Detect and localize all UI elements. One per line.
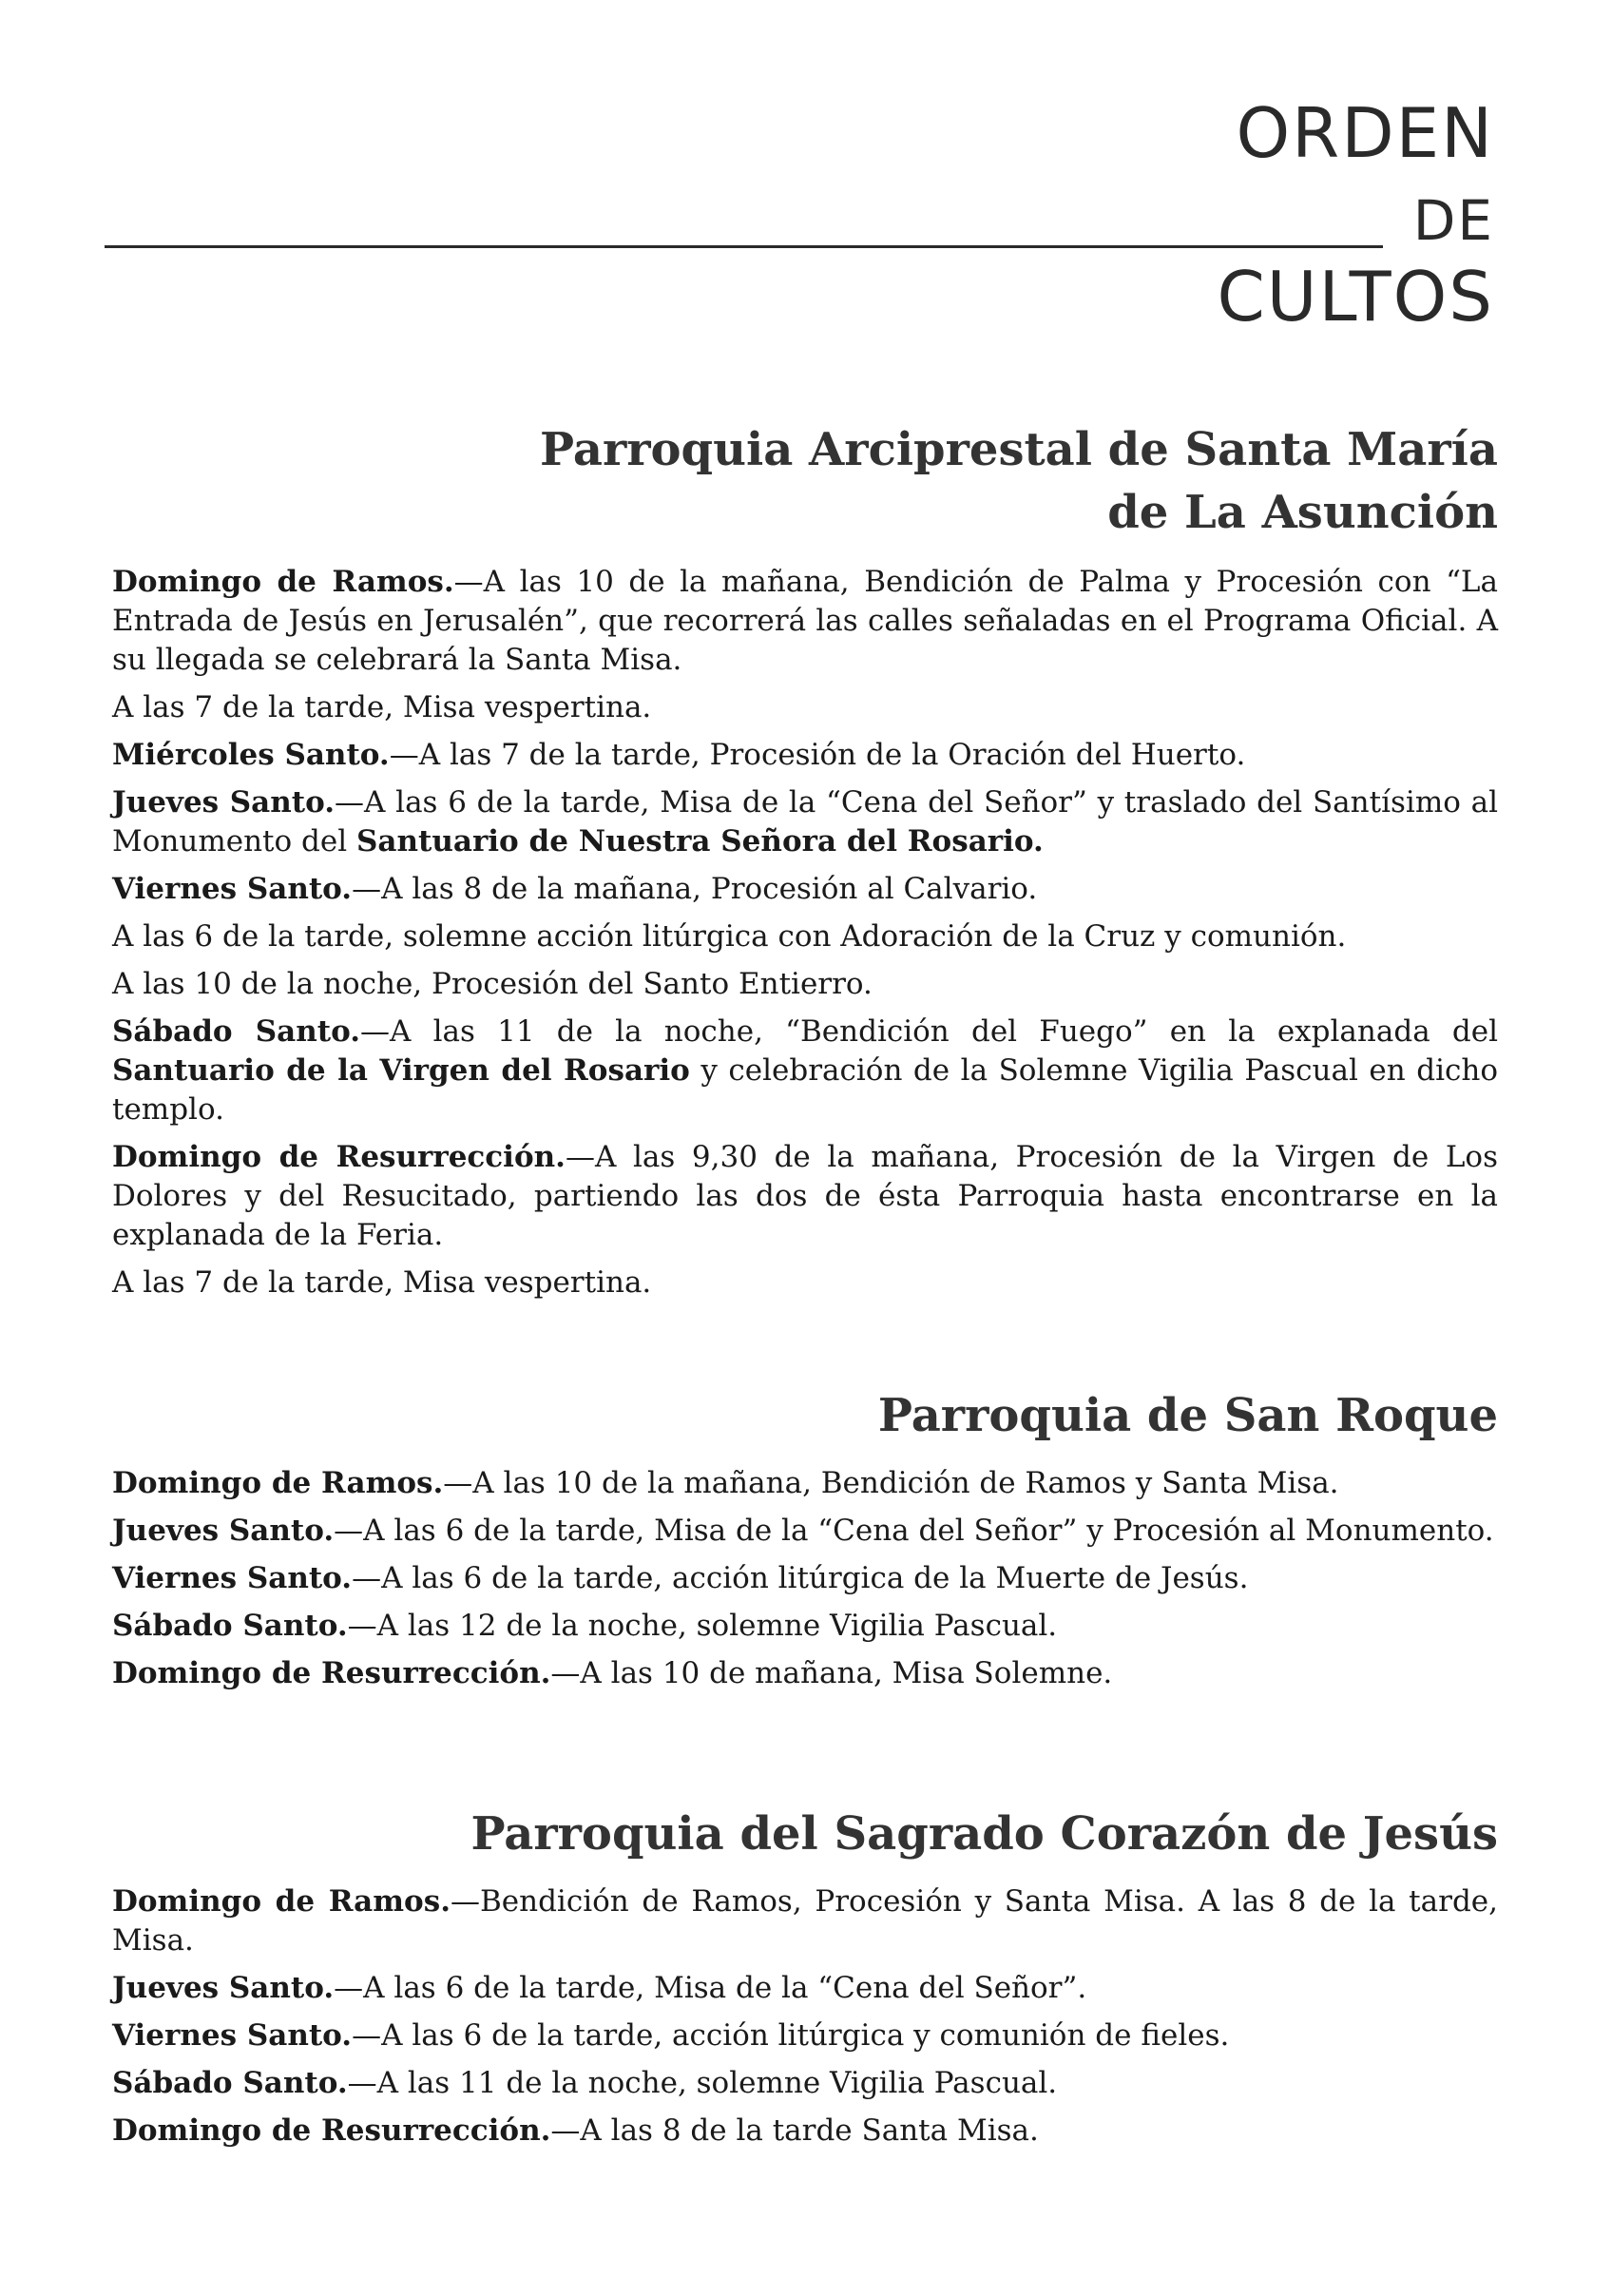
section-title bbox=[112, 418, 1498, 544]
section-title bbox=[112, 1803, 1498, 1865]
section-santa-maria bbox=[112, 418, 1498, 1311]
entry-text: A las 7 de la tarde, Misa vespertina. bbox=[112, 690, 652, 724]
schedule-entry bbox=[112, 2112, 1498, 2151]
entry-text: —A las 11 de la noche, “Bendición del Fuego” en la explanada del bbox=[360, 1014, 1498, 1049]
section-san-roque bbox=[112, 1384, 1498, 1702]
entry-day: Domingo de Ramos. bbox=[112, 1884, 451, 1919]
schedule-entry bbox=[112, 2016, 1498, 2055]
schedule-entry bbox=[112, 2064, 1498, 2103]
entry-text: —A las 10 de la mañana, Bendición de Palma y Procesión con “La Entrada de Jesús en Jerusalén”, que recorrerá las calles señaladas en el Programa Oficial. A su llegada se celebrará la Santa Misa. bbox=[112, 565, 1498, 677]
entry-text: —Bendición de Ramos, Procesión y Santa Misa. A las 8 de la tarde, Misa. bbox=[112, 1884, 1498, 1958]
entry-day: Domingo de Resurrección. bbox=[112, 2113, 551, 2148]
entry-text-tail: y celebración de la Solemne Vigilia Pascual en dicho templo. bbox=[112, 1053, 1499, 1127]
entry-day: Sábado Santo. bbox=[112, 2066, 348, 2100]
schedule-entry bbox=[112, 1512, 1498, 1551]
schedule-entry bbox=[112, 1882, 1498, 1960]
schedule-entry bbox=[112, 783, 1498, 861]
schedule-entry bbox=[112, 965, 1498, 1004]
schedule-entry bbox=[112, 1559, 1498, 1598]
entry-text: A las 10 de la noche, Procesión del Santo Entierro. bbox=[112, 967, 873, 1001]
entry-text: —A las 8 de la tarde Santa Misa. bbox=[550, 2113, 1039, 2148]
entry-text: —A las 10 de la mañana, Bendición de Ramos y Santa Misa. bbox=[443, 1466, 1339, 1500]
heading-de: DE bbox=[1412, 188, 1494, 253]
entry-day: Sábado Santo. bbox=[112, 1609, 348, 1643]
entry-day: Miércoles Santo. bbox=[112, 738, 390, 772]
entry-emphasis: Santuario de Nuestra Señora del Rosario. bbox=[355, 824, 1044, 859]
schedule-entry bbox=[112, 870, 1498, 909]
entry-day: Jueves Santo. bbox=[112, 1514, 335, 1548]
heading-rule bbox=[105, 245, 1383, 248]
section-title-line: Parroquia de San Roque bbox=[877, 1389, 1498, 1442]
section-title-line: de La Asunción bbox=[1107, 486, 1498, 539]
entry-text: —A las 11 de la noche, solemne Vigilia Pascual. bbox=[347, 2066, 1058, 2100]
entry-text: —A las 6 de la tarde, acción litúrgica y comunión de fieles. bbox=[352, 2018, 1230, 2053]
entry-text: —A las 8 de la mañana, Procesión al Calvario. bbox=[352, 872, 1038, 906]
schedule-entry bbox=[112, 1654, 1498, 1693]
entry-day: Jueves Santo. bbox=[112, 785, 336, 820]
section-title bbox=[112, 1384, 1498, 1447]
section-sagrado-corazon bbox=[112, 1803, 1498, 2159]
schedule-entry bbox=[112, 1264, 1498, 1302]
entry-text: A las 7 de la tarde, Misa vespertina. bbox=[112, 1265, 652, 1300]
schedule-entry bbox=[112, 1464, 1498, 1503]
entry-day: Viernes Santo. bbox=[112, 872, 353, 906]
entry-day: Viernes Santo. bbox=[112, 1561, 353, 1595]
entry-text: —A las 10 de mañana, Misa Solemne. bbox=[550, 1656, 1113, 1690]
entry-text: —A las 6 de la tarde, acción litúrgica de la Muerte de Jesús. bbox=[352, 1561, 1249, 1595]
entry-day: Domingo de Ramos. bbox=[112, 1466, 444, 1500]
entry-day: Domingo de Ramos. bbox=[112, 565, 454, 599]
entry-text: —A las 9,30 de la mañana, Procesión de la Virgen de Los Dolores y del Resucitado, partiendo las dos de ésta Parroquia hasta encontrarse en la explanada de la Feria. bbox=[112, 1140, 1498, 1252]
entry-text: A las 6 de la tarde, solemne acción litúrgica con Adoración de la Cruz y comunión. bbox=[112, 919, 1347, 954]
schedule-entry bbox=[112, 1969, 1498, 2008]
section-title-line: Parroquia del Sagrado Corazón de Jesús bbox=[470, 1807, 1498, 1861]
schedule-entry bbox=[112, 688, 1498, 727]
schedule-entry bbox=[112, 736, 1498, 775]
entry-text: —A las 6 de la tarde, Misa de la “Cena del Señor” y traslado del Santísimo al Monumento del bbox=[112, 785, 1499, 859]
entry-day: Domingo de Resurrección. bbox=[112, 1656, 551, 1690]
section-title-line: Parroquia Arciprestal de Santa María bbox=[540, 423, 1498, 476]
schedule-entry bbox=[112, 1607, 1498, 1646]
entry-text: —A las 12 de la noche, solemne Vigilia Pascual. bbox=[347, 1609, 1058, 1643]
schedule-entry bbox=[112, 1013, 1498, 1129]
entry-text: —A las 7 de la tarde, Procesión de la Oración del Huerto. bbox=[389, 738, 1246, 772]
entry-day: Viernes Santo. bbox=[112, 2018, 353, 2053]
schedule-entry bbox=[112, 1138, 1498, 1255]
entry-text: —A las 6 de la tarde, Misa de la “Cena del Señor”. bbox=[334, 1971, 1087, 2005]
entry-day: Sábado Santo. bbox=[112, 1014, 360, 1049]
entry-text: —A las 6 de la tarde, Misa de la “Cena del Señor” y Procesión al Monumento. bbox=[334, 1514, 1494, 1548]
heading-orden: ORDEN bbox=[1236, 93, 1494, 173]
schedule-entry bbox=[112, 563, 1498, 680]
entry-day: Jueves Santo. bbox=[112, 1971, 335, 2005]
entry-emphasis: Santuario de la Virgen del Rosario bbox=[112, 1053, 690, 1088]
heading-cultos: CULTOS bbox=[1217, 257, 1494, 337]
schedule-entry bbox=[112, 917, 1498, 956]
entry-day: Domingo de Resurrección. bbox=[112, 1140, 566, 1174]
